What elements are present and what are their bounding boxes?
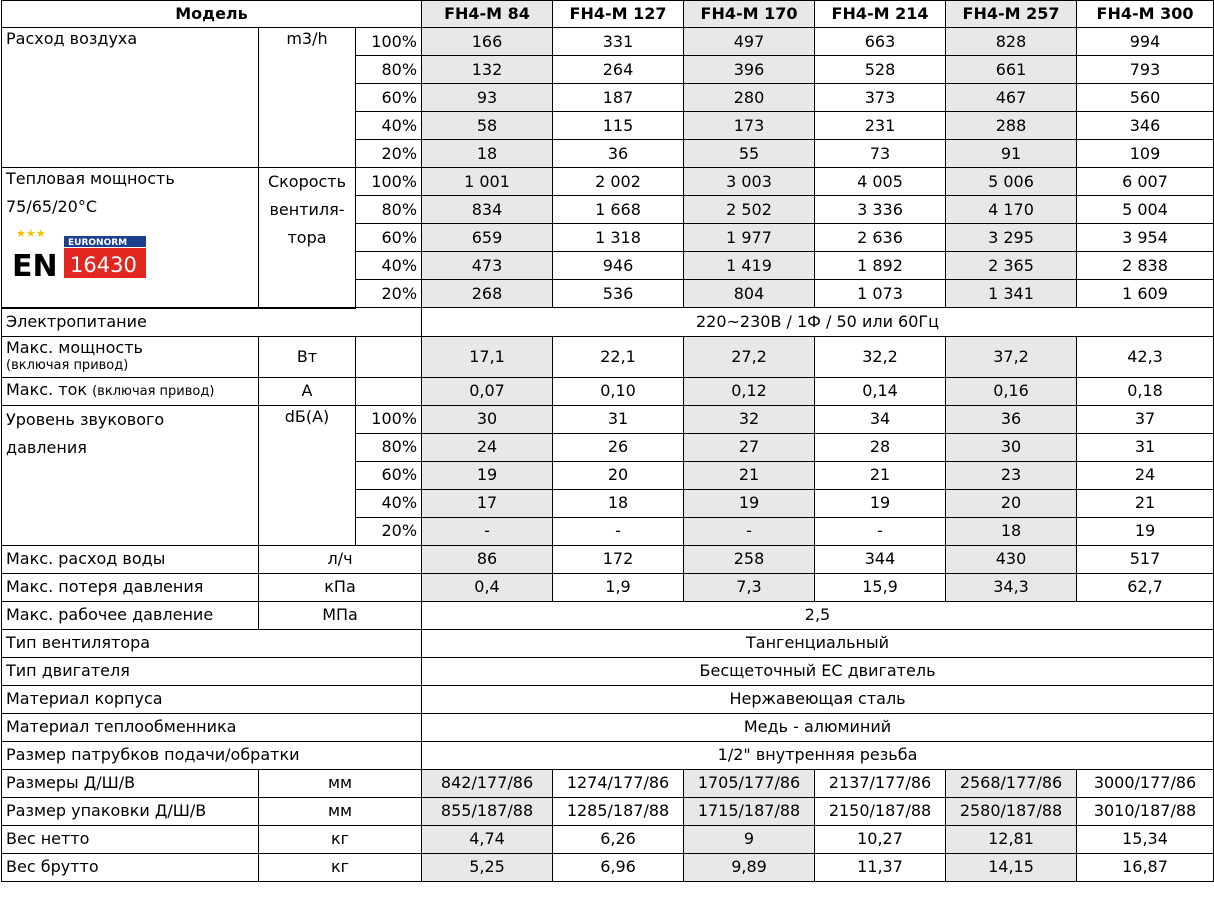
value-cell: 2 502 [684, 196, 815, 224]
table-row [2, 713, 1214, 741]
logo-stars: ★★★ [16, 227, 46, 240]
value-cell: 91 [946, 140, 1077, 168]
power-supply-value: 220~230В / 1Ф / 50 или 60Гц [422, 308, 1214, 337]
value-cell: 9 [684, 825, 815, 853]
value-cell: 109 [1077, 140, 1214, 168]
value-cell: 27,2 [684, 336, 815, 377]
fan-type-label: Тип вентилятора [2, 629, 422, 657]
pct-cell: 60% [356, 84, 422, 112]
value-cell: 430 [946, 545, 1077, 573]
value-cell: 1285/187/88 [553, 797, 684, 825]
motor-type-value: Бесщеточный ЕС двигатель [422, 657, 1214, 685]
body-material-value: Нержавеющая сталь [422, 685, 1214, 713]
fan-type-value: Тангенциальный [422, 629, 1214, 657]
value-cell: 288 [946, 112, 1077, 140]
table-row [2, 797, 1214, 825]
spec-table [1, 0, 1214, 882]
pct-cell: 20% [356, 280, 422, 308]
value-cell: 22,1 [553, 336, 684, 377]
heat-label-line2: 75/65/20°C [6, 197, 98, 216]
value-cell: 34,3 [946, 573, 1077, 601]
value-cell: 1274/177/86 [553, 769, 684, 797]
value-cell: 1 341 [946, 280, 1077, 308]
sound-label-line2: давления [6, 437, 87, 457]
value-cell: 18 [422, 140, 553, 168]
value-cell: 21 [815, 461, 946, 489]
value-cell: 331 [553, 28, 684, 56]
value-cell: 2 365 [946, 252, 1077, 280]
logo-number: 16430 [70, 253, 137, 277]
value-cell: 55 [684, 140, 815, 168]
value-cell: 396 [684, 56, 815, 84]
value-cell: 2137/177/86 [815, 769, 946, 797]
value-cell: 166 [422, 28, 553, 56]
value-cell: 5 004 [1077, 196, 1214, 224]
value-cell: 34 [815, 405, 946, 433]
value-cell: 19 [1077, 517, 1214, 545]
value-cell: 1 073 [815, 280, 946, 308]
value-cell: 73 [815, 140, 946, 168]
value-cell: 173 [684, 112, 815, 140]
value-cell: - [422, 517, 553, 545]
value-cell: 93 [422, 84, 553, 112]
value-cell: 21 [684, 461, 815, 489]
value-cell: 62,7 [1077, 573, 1214, 601]
value-cell: 27 [684, 433, 815, 461]
value-cell: 231 [815, 112, 946, 140]
value-cell: 6,26 [553, 825, 684, 853]
sound-label [2, 405, 259, 545]
value-cell: 16,87 [1077, 853, 1214, 881]
value-cell: 264 [553, 56, 684, 84]
table-row [2, 377, 1214, 405]
value-cell: 15,34 [1077, 825, 1214, 853]
value-cell: 5,25 [422, 853, 553, 881]
table-row [2, 601, 1214, 629]
model-header: FH4-M 257 [946, 1, 1077, 28]
model-header: FH4-M 84 [422, 1, 553, 28]
header-row [2, 1, 1214, 28]
net-weight-unit: кг [259, 825, 422, 853]
value-cell: 36 [553, 140, 684, 168]
table-row [2, 657, 1214, 685]
value-cell: 0,4 [422, 573, 553, 601]
value-cell: 30 [422, 405, 553, 433]
pct-cell: 40% [356, 252, 422, 280]
value-cell: 19 [684, 489, 815, 517]
value-cell: 2150/187/88 [815, 797, 946, 825]
value-cell: 3010/187/88 [1077, 797, 1214, 825]
gross-weight-unit: кг [259, 853, 422, 881]
heat-label [2, 168, 259, 308]
table-row [2, 629, 1214, 657]
value-cell: 0,10 [553, 377, 684, 405]
value-cell: 1 668 [553, 196, 684, 224]
value-cell: 0,07 [422, 377, 553, 405]
value-cell: 828 [946, 28, 1077, 56]
value-cell: 5 006 [946, 168, 1077, 196]
value-cell: 0,16 [946, 377, 1077, 405]
value-cell: 17 [422, 489, 553, 517]
value-cell: - [553, 517, 684, 545]
water-flow-label: Макс. расход воды [2, 545, 259, 573]
model-label: Модель [2, 1, 422, 28]
pct-cell: 40% [356, 112, 422, 140]
sound-label-line1: Уровень звукового [6, 409, 165, 429]
table-row [2, 405, 1214, 433]
value-cell: 115 [553, 112, 684, 140]
pipe-size-value: 1/2" внутренняя резьба [422, 741, 1214, 769]
value-cell: 1 419 [684, 252, 815, 280]
pct-cell: 20% [356, 517, 422, 545]
airflow-label: Расход воздуха [2, 28, 259, 168]
value-cell: 2580/187/88 [946, 797, 1077, 825]
value-cell: 3 003 [684, 168, 815, 196]
value-cell: 58 [422, 112, 553, 140]
value-cell: 172 [553, 545, 684, 573]
pct-cell: 60% [356, 224, 422, 252]
pressure-loss-unit: кПа [259, 573, 422, 601]
value-cell: 946 [553, 252, 684, 280]
value-cell: 517 [1077, 545, 1214, 573]
value-cell: 14,15 [946, 853, 1077, 881]
value-cell: 19 [422, 461, 553, 489]
pct-cell: 40% [356, 489, 422, 517]
value-cell: 15,9 [815, 573, 946, 601]
value-cell: 12,81 [946, 825, 1077, 853]
value-cell: 37 [1077, 405, 1214, 433]
value-cell: 9,89 [684, 853, 815, 881]
logo-en: EN [12, 249, 58, 280]
pressure-loss-label: Макс. потеря давления [2, 573, 259, 601]
value-cell: 24 [1077, 461, 1214, 489]
value-cell: 0,14 [815, 377, 946, 405]
value-cell: 187 [553, 84, 684, 112]
table-row [2, 685, 1214, 713]
net-weight-label: Вес нетто [2, 825, 259, 853]
max-current-label: Макс. ток [6, 380, 88, 399]
value-cell: 1 977 [684, 224, 815, 252]
work-pressure-value: 2,5 [422, 601, 1214, 629]
pack-dimensions-label: Размер упаковки Д/Ш/В [2, 797, 259, 825]
value-cell: 4 005 [815, 168, 946, 196]
value-cell: 132 [422, 56, 553, 84]
gross-weight-label: Вес брутто [2, 853, 259, 881]
value-cell: 373 [815, 84, 946, 112]
value-cell: 28 [815, 433, 946, 461]
table-row [2, 168, 1214, 196]
value-cell: 37,2 [946, 336, 1077, 377]
value-cell: 24 [422, 433, 553, 461]
model-header: FH4-M 214 [815, 1, 946, 28]
body-material-label: Материал корпуса [2, 685, 422, 713]
value-cell: 344 [815, 545, 946, 573]
value-cell: 793 [1077, 56, 1214, 84]
pct-cell: 100% [356, 405, 422, 433]
value-cell: 20 [946, 489, 1077, 517]
value-cell: 30 [946, 433, 1077, 461]
max-power-label-cell [2, 336, 259, 377]
table-row [2, 853, 1214, 881]
value-cell: 1 609 [1077, 280, 1214, 308]
table-row [2, 336, 1214, 377]
power-supply-label: Электропитание [2, 308, 422, 337]
value-cell: 86 [422, 545, 553, 573]
value-cell: 1715/187/88 [684, 797, 815, 825]
value-cell: 20 [553, 461, 684, 489]
value-cell: - [815, 517, 946, 545]
value-cell: 31 [1077, 433, 1214, 461]
max-power-label: Макс. мощность [6, 337, 143, 357]
model-header: FH4-M 127 [553, 1, 684, 28]
value-cell: 3 336 [815, 196, 946, 224]
value-cell: 18 [553, 489, 684, 517]
value-cell: 17,1 [422, 336, 553, 377]
table-row [2, 28, 1214, 56]
value-cell: 346 [1077, 112, 1214, 140]
hx-material-value: Медь - алюминий [422, 713, 1214, 741]
value-cell: 4 170 [946, 196, 1077, 224]
value-cell: 1705/177/86 [684, 769, 815, 797]
pct-cell: 80% [356, 56, 422, 84]
value-cell: 2568/177/86 [946, 769, 1077, 797]
heat-label-line1: Тепловая мощность [6, 169, 175, 188]
value-cell: 2 002 [553, 168, 684, 196]
value-cell: 473 [422, 252, 553, 280]
pct-cell: 100% [356, 168, 422, 196]
sound-unit: dБ(A) [259, 405, 356, 545]
pct-cell: 20% [356, 140, 422, 168]
value-cell: 663 [815, 28, 946, 56]
max-current-sub: (включая привод) [92, 384, 215, 399]
value-cell: 36 [946, 405, 1077, 433]
pct-cell: 80% [356, 433, 422, 461]
value-cell: 659 [422, 224, 553, 252]
value-cell: 23 [946, 461, 1077, 489]
dimensions-unit: мм [259, 769, 422, 797]
value-cell: 26 [553, 433, 684, 461]
value-cell: 11,37 [815, 853, 946, 881]
value-cell: 842/177/86 [422, 769, 553, 797]
table-row [2, 741, 1214, 769]
value-cell: 258 [684, 545, 815, 573]
work-pressure-unit: МПа [259, 601, 422, 629]
value-cell: 32,2 [815, 336, 946, 377]
table-row [2, 308, 1214, 337]
value-cell: 2 838 [1077, 252, 1214, 280]
heat-unit-line3: тора [287, 228, 327, 247]
value-cell: 42,3 [1077, 336, 1214, 377]
value-cell: 6 007 [1077, 168, 1214, 196]
value-cell: 4,74 [422, 825, 553, 853]
heat-unit [259, 168, 356, 308]
pct-cell: 80% [356, 196, 422, 224]
value-cell: 32 [684, 405, 815, 433]
value-cell: 3 295 [946, 224, 1077, 252]
value-cell: 7,3 [684, 573, 815, 601]
value-cell: 2 636 [815, 224, 946, 252]
dimensions-label: Размеры Д/Ш/В [2, 769, 259, 797]
empty-cell [356, 336, 422, 377]
value-cell: 0,18 [1077, 377, 1214, 405]
value-cell: 536 [553, 280, 684, 308]
motor-type-label: Тип двигателя [2, 657, 422, 685]
value-cell: 467 [946, 84, 1077, 112]
en16430-logo [12, 226, 148, 280]
value-cell: 1 318 [553, 224, 684, 252]
table-row [2, 545, 1214, 573]
value-cell: 1 001 [422, 168, 553, 196]
value-cell: 18 [946, 517, 1077, 545]
logo-euronorm: EURONORM [68, 238, 128, 248]
value-cell: 3 954 [1077, 224, 1214, 252]
value-cell: 268 [422, 280, 553, 308]
pct-cell: 60% [356, 461, 422, 489]
value-cell: 10,27 [815, 825, 946, 853]
value-cell: 0,12 [684, 377, 815, 405]
value-cell: 280 [684, 84, 815, 112]
water-flow-unit: л/ч [259, 545, 422, 573]
max-current-unit: A [259, 377, 356, 405]
empty-cell [356, 377, 422, 405]
value-cell: 21 [1077, 489, 1214, 517]
value-cell: 994 [1077, 28, 1214, 56]
value-cell: 528 [815, 56, 946, 84]
value-cell: 497 [684, 28, 815, 56]
value-cell: 661 [946, 56, 1077, 84]
model-header: FH4-M 170 [684, 1, 815, 28]
pack-dimensions-unit: мм [259, 797, 422, 825]
value-cell: 6,96 [553, 853, 684, 881]
work-pressure-label: Макс. рабочее давление [2, 601, 259, 629]
table-row [2, 825, 1214, 853]
value-cell: 3000/177/86 [1077, 769, 1214, 797]
value-cell: - [684, 517, 815, 545]
hx-material-label: Материал теплообменника [2, 713, 422, 741]
max-power-sub: (включая привод) [6, 357, 129, 373]
max-power-unit: Вт [259, 336, 356, 377]
heat-unit-line2: вентиля- [269, 200, 345, 219]
value-cell: 804 [684, 280, 815, 308]
value-cell: 1,9 [553, 573, 684, 601]
value-cell: 19 [815, 489, 946, 517]
value-cell: 1 892 [815, 252, 946, 280]
table-row [2, 573, 1214, 601]
heat-unit-line1: Скорость [267, 172, 347, 191]
value-cell: 31 [553, 405, 684, 433]
value-cell: 855/187/88 [422, 797, 553, 825]
value-cell: 560 [1077, 84, 1214, 112]
airflow-unit: m3/h [259, 28, 356, 168]
max-current-label-cell [2, 377, 259, 405]
value-cell: 834 [422, 196, 553, 224]
pct-cell: 100% [356, 28, 422, 56]
pipe-size-label: Размер патрубков подачи/обратки [2, 741, 422, 769]
table-row [2, 769, 1214, 797]
model-header: FH4-M 300 [1077, 1, 1214, 28]
